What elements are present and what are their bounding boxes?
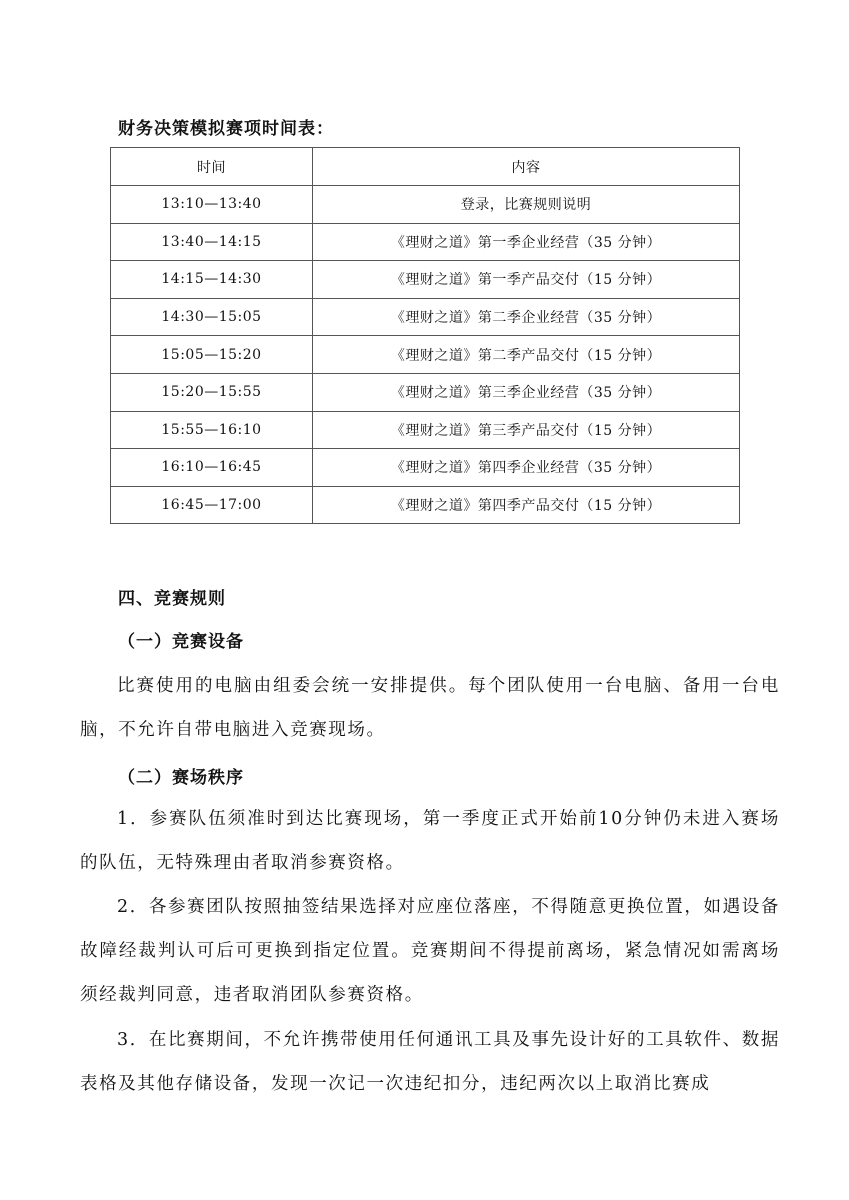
cell-time: 14:15—14:30 bbox=[111, 261, 313, 299]
table-row bbox=[111, 486, 740, 524]
subsection-heading-order: （二）赛场秩序 bbox=[118, 768, 244, 788]
header-time: 时间 bbox=[111, 148, 313, 186]
table-row bbox=[111, 261, 740, 299]
cell-content: 《理财之道》第三季产品交付（15 分钟） bbox=[313, 411, 740, 449]
schedule-table bbox=[110, 147, 740, 524]
table-title: 财务决策模拟赛项时间表： bbox=[118, 119, 334, 139]
table-row bbox=[111, 336, 740, 374]
cell-time: 15:55—16:10 bbox=[111, 411, 313, 449]
cell-time: 13:40—14:15 bbox=[111, 223, 313, 261]
table-row bbox=[111, 186, 740, 224]
cell-content: 《理财之道》第四季企业经营（35 分钟） bbox=[313, 449, 740, 487]
table-row bbox=[111, 373, 740, 411]
cell-time: 16:10—16:45 bbox=[111, 449, 313, 487]
cell-content: 《理财之道》第一季企业经营（35 分钟） bbox=[313, 223, 740, 261]
list-item-3: 3．在比赛期间，不允许携带使用任何通讯工具及事先设计好的工具软件、数据表格及其他存储设备，发现一次记一次违纪扣分，违纪两次以上取消比赛成 bbox=[80, 1030, 780, 1094]
cell-time: 16:45—17:00 bbox=[111, 486, 313, 524]
table-header-row bbox=[111, 148, 740, 186]
cell-time: 13:10—13:40 bbox=[111, 186, 313, 224]
cell-time: 15:20—15:55 bbox=[111, 373, 313, 411]
list-item-1: 1．参赛队伍须准时到达比赛现场，第一季度正式开始前10分钟仍未进入赛场的队伍，无特殊理由者取消参赛资格。 bbox=[80, 809, 780, 873]
cell-content: 登录，比赛规则说明 bbox=[313, 186, 740, 224]
cell-content: 《理财之道》第三季企业经营（35 分钟） bbox=[313, 373, 740, 411]
cell-time: 15:05—15:20 bbox=[111, 336, 313, 374]
cell-content: 《理财之道》第二季产品交付（15 分钟） bbox=[313, 336, 740, 374]
cell-time: 14:30—15:05 bbox=[111, 298, 313, 336]
subsection-heading-equipment: （一）竞赛设备 bbox=[118, 632, 244, 652]
cell-content: 《理财之道》第一季产品交付（15 分钟） bbox=[313, 261, 740, 299]
cell-content: 《理财之道》第二季企业经营（35 分钟） bbox=[313, 298, 740, 336]
cell-content: 《理财之道》第四季产品交付（15 分钟） bbox=[313, 486, 740, 524]
header-content: 内容 bbox=[313, 148, 740, 186]
paragraph-equipment: 比赛使用的电脑由组委会统一安排提供。每个团队使用一台电脑、备用一台电脑，不允许自带电脑进入竞赛现场。 bbox=[80, 676, 780, 740]
table-row bbox=[111, 298, 740, 336]
table-row bbox=[111, 223, 740, 261]
table-row bbox=[111, 411, 740, 449]
table-row bbox=[111, 449, 740, 487]
section-heading: 四、竞赛规则 bbox=[118, 589, 226, 609]
list-item-2: 2．各参赛团队按照抽签结果选择对应座位落座，不得随意更换位置，如遇设备故障经裁判认可后可更换到指定位置。竞赛期间不得提前离场，紧急情况如需离场须经裁判同意，违者取消团队参赛资格。 bbox=[80, 897, 780, 1005]
